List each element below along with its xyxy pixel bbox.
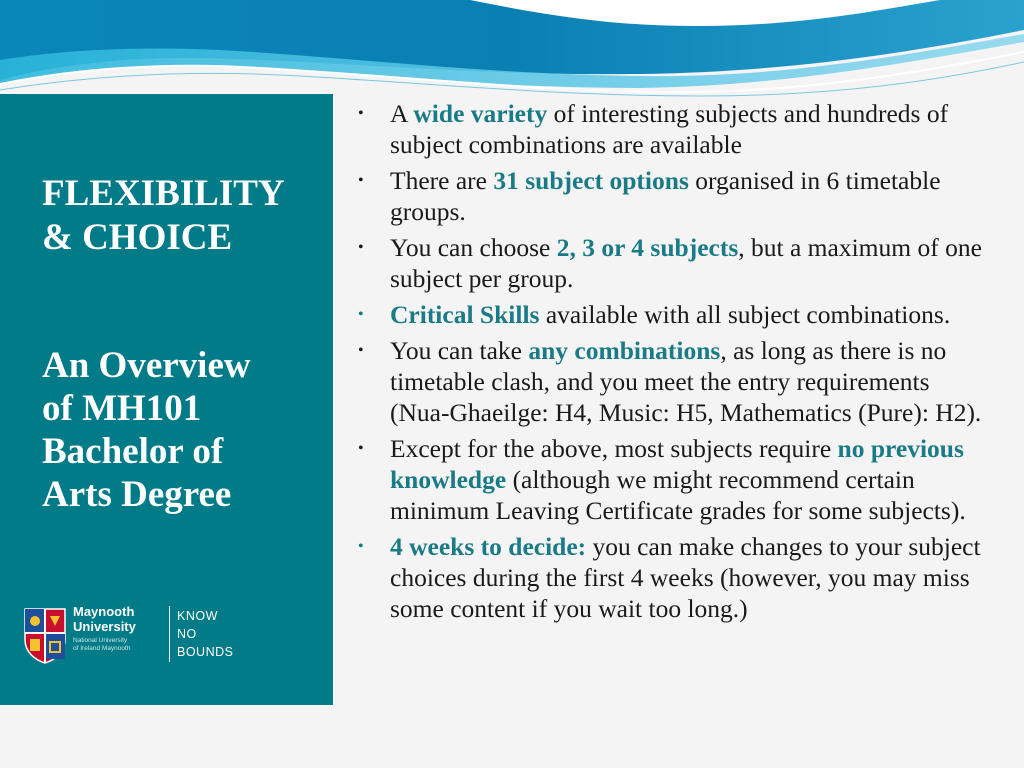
- bullet-emphasis: 4 weeks to decide:: [390, 532, 587, 561]
- bullet-emphasis: 31 subject options: [493, 166, 689, 195]
- tagline-line: BOUNDS: [177, 645, 234, 659]
- bullet-item: [350, 433, 990, 526]
- university-subtitle: [73, 637, 130, 653]
- bullet-text: You can choose: [390, 233, 557, 262]
- university-name-line: Maynooth: [73, 604, 135, 619]
- slide-title: [42, 172, 285, 260]
- university-logo: [22, 604, 234, 666]
- bullet-item: [350, 232, 990, 294]
- side-panel: [0, 94, 333, 705]
- logo-divider: [169, 606, 170, 662]
- bullet-emphasis: wide variety: [413, 99, 548, 128]
- slide-subtitle-line: of MH101: [42, 388, 202, 429]
- bullet-text: , as long as there is no timetable clash, and you meet the entry requirements (Nua-Ghaeilge: H4, Music: H5, Mathematics (Pure): H2).: [390, 336, 982, 427]
- tagline-line: NO: [177, 627, 197, 641]
- bullet-emphasis: any combinations: [528, 336, 721, 365]
- bullet-item: [350, 165, 990, 227]
- university-name: [73, 604, 136, 634]
- bullet-list: [350, 98, 990, 629]
- bullet-text: (although we might recommend certain minimum Leaving Certificate grades for some subjects).: [390, 465, 966, 525]
- bullet-icon: •: [358, 239, 364, 256]
- bullet-text: you can make changes to your subject choices during the first 4 weeks (however, you may miss some content if you wait too long.): [390, 532, 981, 623]
- bullet-text: There are: [390, 166, 494, 195]
- slide-subtitle-line: Arts Degree: [42, 474, 232, 515]
- bullet-text: Except for the above, most subjects require: [390, 434, 838, 463]
- bullet-icon: •: [358, 538, 364, 555]
- slide-subtitle-line: Bachelor of: [42, 431, 224, 472]
- bullet-icon: •: [358, 306, 364, 323]
- university-tagline: [177, 607, 233, 661]
- bullet-emphasis: 2, 3 or 4 subjects: [556, 233, 739, 262]
- bullet-icon: •: [358, 172, 364, 189]
- bullet-item: [350, 98, 990, 160]
- slide-title-line: FLEXIBILITY: [42, 173, 285, 214]
- bullet-icon: •: [358, 440, 364, 457]
- bullet-item: [350, 531, 990, 624]
- bullet-text: organised in 6 timetable groups.: [390, 166, 941, 226]
- university-crest-icon: [22, 606, 68, 664]
- university-subtitle-line: National University: [73, 637, 128, 644]
- bullet-text: A: [390, 99, 414, 128]
- bullet-text: of interesting subjects and hundreds of subject combinations are available: [390, 99, 949, 159]
- bullet-item: [350, 335, 990, 428]
- slide-title-line: & CHOICE: [42, 217, 233, 258]
- slide-subtitle-line: An Overview: [42, 345, 251, 386]
- bullet-item: [350, 299, 990, 330]
- tagline-line: KNOW: [177, 609, 218, 623]
- bullet-text: available with all subject combinations.: [539, 300, 951, 329]
- bullet-icon: •: [358, 105, 364, 122]
- bullet-icon: •: [358, 342, 364, 359]
- bullet-text: , but a maximum of one subject per group.: [390, 233, 982, 293]
- university-name-line: University: [73, 619, 136, 634]
- slide-subtitle: [42, 344, 312, 516]
- header-wave-banner: [0, 0, 1024, 100]
- university-subtitle-line: of Ireland Maynooth: [73, 645, 131, 652]
- bullet-emphasis: Critical Skills: [390, 300, 540, 329]
- bullet-emphasis: no previous knowledge: [390, 434, 964, 494]
- bullet-text: You can take: [390, 336, 529, 365]
